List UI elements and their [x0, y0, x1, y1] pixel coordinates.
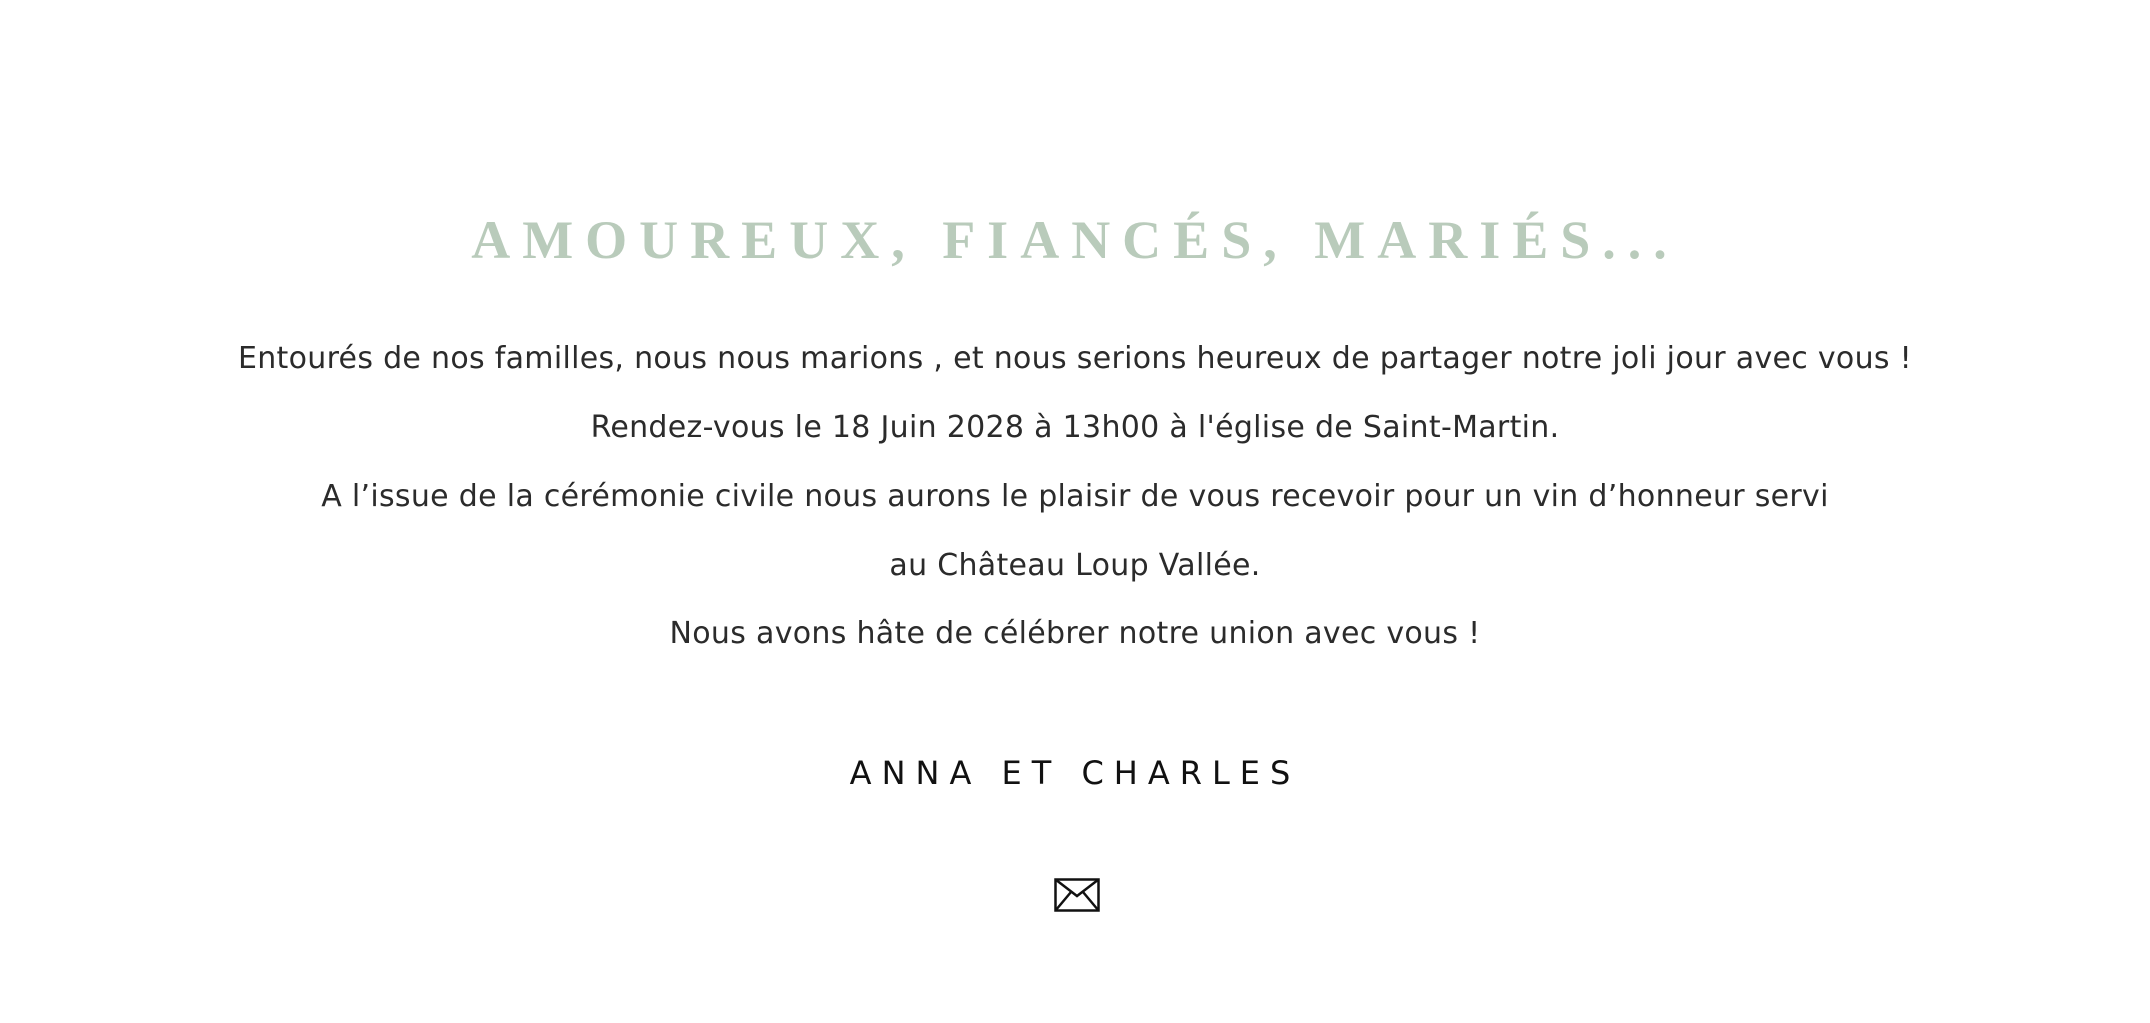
- invitation-line-reception: A l’issue de la cérémonie civile nous aurons le plaisir de vous recevoir pour un vin d’honneur servi: [321, 479, 1829, 514]
- invitation-line-closing: Nous avons hâte de célébrer notre union avec vous !: [669, 616, 1481, 651]
- couple-signature: ANNA ET CHARLES: [849, 754, 1301, 792]
- envelope-icon[interactable]: [1054, 878, 1100, 912]
- invitation-heading: AMOUREUX, FIANCÉS, MARIÉS...: [471, 210, 1679, 270]
- invitation-line-venue: au Château Loup Vallée.: [889, 548, 1261, 583]
- invitation-line-date-place: Rendez-vous le 18 Juin 2028 à 13h00 à l'église de Saint-Martin.: [590, 410, 1560, 445]
- invitation-line-families: Entourés de nos familles, nous nous marions , et nous serions heureux de partager notre joli jour avec vous !: [237, 341, 1912, 376]
